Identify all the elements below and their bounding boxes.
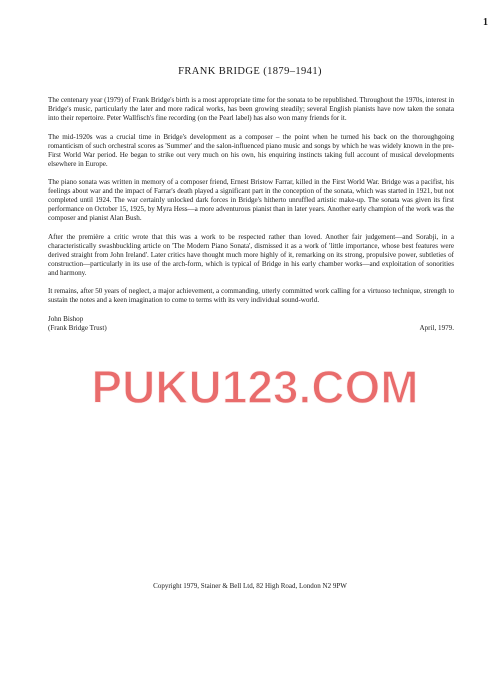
paragraph: The piano sonata was written in memory of a composer friend, Ernest Bristow Farrar, killed in the First World War. Bridge was a pacifist, his feelings about war and the impact of Farrar's death played a significant part in the conception of the sonata, which was started in 1921, but not completed until 1924. The war certainly unlocked dark forces in Bridge's hitherto unruffled artistic make-up. The sonata was given its first performance on October 15, 1925, by Myra Hess—a more adventurous pianist than in later years. Another early champion of the work was the composer and pianist Alan Bush. — [48, 178, 454, 222]
paragraph: It remains, after 50 years of neglect, a major achievement, a commanding, utterly committed work calling for a virtuoso technique, strength to sustain the notes and a keen imagination to come to terms with its very individual sound-world. — [48, 287, 454, 304]
signature-affiliation: (Frank Bridge Trust) — [48, 323, 107, 332]
signature-block — [48, 314, 454, 332]
signature-date: April, 1979. — [419, 323, 454, 332]
paragraph: The mid-1920s was a crucial time in Bridge's development as a composer – the point when he turned his back on the thoroughgoing romanticism of such orchestral scores as 'Summer' and the salon-influenced piano music and songs by which he was widely known in the pre-First World War period. He began to strike out very much on his own, his enquiring instincts taking full account of musical developments elsewhere in Europe. — [48, 132, 454, 168]
watermark — [91, 348, 419, 428]
signature-name: John Bishop — [48, 314, 84, 323]
copyright-notice: Copyright 1979, Stainer & Bell Ltd, 82 High Road, London N2 9PW — [153, 582, 347, 590]
paragraph: After the première a critic wrote that this was a work to be respected rather than loved. Another fair judgement—and Sorabji, in a characteristically swashbuckling article on 'The Modern Piano Sonata', dismissed it as a work of 'little importance, whose best features were derived straight from John Ireland'. Later critics have thought much more highly of it, remarking on its strong, propulsive power, subtleties of construction—particularly in its use of the arch-form, which is typical of Bridge in his early chamber works—and exploitation of sonorities and harmony. — [48, 232, 454, 277]
article-body — [48, 96, 454, 332]
watermark-logo — [91, 348, 419, 428]
paragraph: The centenary year (1979) of Frank Bridge's birth is a most appropriate time for the sonata to be republished. Throughout the 1970s, interest in Bridge's music, particularly the later and more radical works, has been growing steadily; several English pianists have now taken the sonata into their repertoire. Peter Wallfisch's fine recording (on the Pearl label) has also won many friends for it. — [48, 96, 454, 122]
watermark-text: PUKU123.COM — [91, 361, 419, 413]
page-number: 1 — [483, 17, 488, 28]
page-title: FRANK BRIDGE (1879–1941) — [178, 66, 322, 77]
signature-names — [48, 315, 107, 333]
